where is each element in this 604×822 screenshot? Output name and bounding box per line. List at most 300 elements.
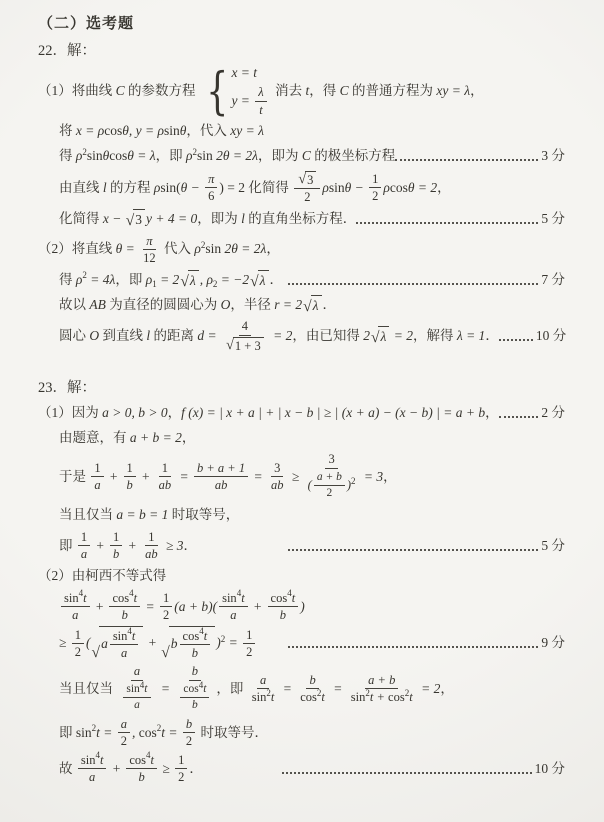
math-run: ρ (145, 271, 153, 287)
text-run: 当且仅当 (59, 507, 117, 523)
fraction-numerator (110, 530, 122, 546)
text-run: ， (181, 429, 196, 445)
math-run: x − (102, 211, 125, 227)
math-run: y = (231, 92, 254, 108)
superscript: 2 (82, 146, 87, 157)
fraction-denominator (136, 769, 148, 784)
math-run: xy = λ (230, 123, 264, 139)
superscript: 4 (139, 679, 145, 690)
math-fraction (243, 628, 255, 660)
text-run: 故以 (59, 296, 90, 312)
math-run: 2 (185, 734, 193, 749)
fraction-numerator (180, 679, 209, 698)
math-run: + (249, 598, 266, 614)
text-run: ． (322, 296, 336, 312)
fraction-numerator (131, 664, 143, 680)
math-run: ab (158, 478, 172, 493)
text-run: ， (437, 179, 451, 195)
math-run: sin (163, 123, 180, 139)
math-run: 2θ = 2λ (224, 241, 267, 257)
fraction-denominator (189, 698, 201, 712)
solution-line (38, 426, 566, 449)
score-label: 5 分 (541, 211, 565, 227)
math-run: 2 (372, 189, 379, 204)
radicand (188, 270, 199, 290)
text-run: 将 (59, 123, 76, 139)
math-run: 12 (143, 251, 156, 266)
math-run: ab (145, 547, 158, 562)
math-run: ( (307, 478, 312, 493)
fraction-denominator (78, 546, 90, 561)
math-run: + (144, 635, 161, 651)
solution-line (38, 233, 566, 267)
math-run: ab (214, 478, 228, 493)
math-run: θ (127, 148, 134, 164)
math-fraction (140, 234, 159, 266)
math-run: a (134, 698, 140, 711)
math-fraction (219, 588, 248, 623)
radical-icon: √ (125, 211, 135, 229)
radical-icon: √ (250, 272, 259, 290)
math-run: , y = ρ (128, 123, 164, 139)
math-fraction (180, 626, 211, 661)
radical-icon: √ (298, 170, 307, 187)
fraction-denominator (118, 681, 155, 713)
dots-leader (282, 772, 532, 774)
math-run: sin (86, 148, 103, 164)
fraction-numerator (61, 588, 90, 607)
solution-line (38, 590, 566, 624)
fraction-denominator (212, 477, 231, 492)
math-fraction (118, 664, 155, 713)
math-run: t (291, 590, 296, 605)
math-run: cos (388, 690, 405, 705)
math-run: 1 (161, 460, 168, 475)
math-run: cos (129, 752, 146, 767)
math-run: λ (189, 272, 196, 288)
math-fraction (205, 172, 217, 204)
radical-icon: √ (91, 643, 101, 661)
math-run: θ (122, 123, 129, 139)
math-run: = 3 (360, 468, 384, 484)
math-run: λ (380, 329, 387, 345)
text-run: 消去 (271, 82, 306, 98)
fraction-denominator (118, 733, 130, 748)
line-content (59, 270, 283, 290)
square-root (298, 171, 316, 187)
math-run: a (120, 717, 128, 732)
text-run: ，代入 (186, 123, 231, 139)
dots-leader (288, 646, 538, 648)
fraction-numerator (110, 626, 139, 645)
radicand (133, 209, 145, 229)
subscript: 1 (152, 278, 157, 289)
math-run: θ (102, 148, 110, 164)
math-run: = 2 (156, 271, 180, 287)
math-run: = (142, 598, 158, 614)
math-run: = −2 (217, 271, 250, 287)
math-run: cos (138, 724, 157, 740)
fraction-numerator (175, 753, 187, 769)
math-run: b (126, 478, 133, 493)
math-run: sin (64, 590, 79, 605)
line-content (59, 752, 203, 786)
line-content (59, 626, 257, 662)
text-run: 即 (59, 537, 76, 553)
math-fraction (348, 673, 416, 705)
solution-line (38, 145, 566, 168)
math-run: ρ (194, 241, 201, 257)
math-fraction (124, 461, 136, 493)
math-run: 1 (126, 460, 133, 475)
fraction-denominator (156, 477, 175, 492)
line-content (59, 451, 397, 502)
dots-leader (288, 283, 538, 285)
math-run: ) = 2 (219, 179, 245, 195)
math-run: 2 (246, 644, 253, 659)
fraction-denominator (183, 733, 195, 748)
text-run: ， (440, 680, 454, 696)
math-fraction (180, 679, 209, 712)
math-run: t (83, 590, 87, 605)
text-run: 化简得 (245, 179, 293, 195)
math-run: ) (216, 635, 221, 651)
math-fraction (222, 319, 268, 353)
math-fraction (118, 717, 130, 749)
math-fraction (194, 461, 248, 493)
math-run: 3 (328, 452, 335, 467)
fraction-numerator (143, 234, 155, 250)
math-run: a (101, 636, 108, 652)
math-run: b (309, 672, 316, 687)
square-root (226, 337, 264, 353)
score-label: 10 分 (534, 760, 565, 776)
fraction-denominator (142, 546, 161, 561)
math-run: 4 (241, 319, 248, 334)
math-run: ρ (153, 179, 161, 195)
fraction-denominator (301, 189, 313, 204)
text-run: ，得 (309, 82, 340, 98)
fraction-numerator (205, 172, 217, 188)
text-run: 得 (59, 148, 76, 164)
fraction-denominator (175, 769, 187, 784)
text-run: 到直线 (99, 328, 147, 344)
fraction-numerator (369, 172, 381, 188)
superscript: 2 (365, 687, 370, 698)
math-run: π (146, 233, 153, 248)
math-run: b (113, 547, 120, 562)
math-run: f (x) = | x + a | + | x − b | ≥ | (x + a) − (x − b) | = a + b (181, 404, 486, 420)
math-run: a + b = 2 (129, 429, 182, 445)
math-run: t (131, 628, 136, 643)
math-run: = (279, 680, 296, 696)
fraction-numerator (294, 171, 320, 189)
fraction-numerator (126, 750, 157, 769)
score-label: 9 分 (541, 635, 565, 651)
fraction-numerator (180, 626, 211, 645)
superscript: 2 (220, 633, 226, 644)
text-run: 即 (59, 724, 76, 740)
math-run: sin (328, 179, 345, 195)
math-run: t = (96, 724, 116, 740)
math-run: C (115, 82, 125, 98)
solution-line (38, 626, 566, 662)
math-run: ) (346, 478, 352, 493)
line-content (59, 429, 195, 447)
score-label: 2 分 (541, 404, 565, 420)
problem-22 (38, 39, 566, 354)
math-run: 1 (178, 752, 185, 767)
math-run: = 2 (390, 328, 413, 344)
math-fraction (160, 591, 172, 623)
math-fraction (297, 673, 328, 705)
math-run: a = b = 1 (116, 507, 169, 523)
math-run: a (72, 608, 79, 623)
math-run: 2 (162, 608, 170, 623)
math-run: a + b (368, 672, 396, 687)
math-run: 1 (162, 590, 170, 605)
text-run: ，解得 (412, 328, 457, 344)
radicand (311, 295, 322, 315)
superscript: 4 (78, 588, 84, 599)
math-run: 2 (74, 644, 82, 659)
math-run: a > 0, b > 0 (102, 404, 168, 420)
math-run: 3 (135, 212, 142, 228)
math-run: a (230, 608, 237, 623)
solution-line (38, 170, 566, 206)
line-content (59, 318, 499, 354)
problem-23 (38, 376, 566, 785)
math-run: + (108, 760, 125, 776)
solution-line (38, 663, 566, 714)
fraction-numerator (123, 679, 150, 698)
section-title: （二）选考题 (38, 15, 135, 32)
cases-row (231, 64, 257, 82)
math-run: AB (89, 296, 106, 312)
radicand (99, 626, 143, 662)
math-run: ≥ 3 (162, 537, 184, 553)
text-run: 由题意，有 (59, 429, 130, 445)
math-run: sin (126, 682, 140, 695)
line-content (59, 716, 268, 750)
line-content (59, 147, 395, 165)
solution-line (38, 293, 566, 316)
text-run: 由直线 (59, 179, 103, 195)
math-run: t (133, 590, 138, 605)
math-run: l (102, 179, 107, 195)
text-run: 为直径的圆圆心为 (105, 296, 221, 312)
math-run: 1 (94, 460, 101, 475)
math-run: O (89, 328, 100, 344)
square-root (92, 626, 144, 662)
radical-icon: √ (161, 643, 170, 661)
math-run: = 2 (417, 680, 441, 696)
fraction-denominator (91, 477, 103, 492)
text-run: ． (269, 271, 284, 287)
text-run: ，即为 (197, 211, 242, 227)
math-run: 2 (120, 734, 128, 749)
fraction-numerator (91, 461, 103, 477)
math-run: ) (300, 598, 305, 614)
math-run: cos (112, 590, 130, 605)
radical-icon: √ (226, 336, 234, 353)
superscript: 4 (287, 588, 292, 599)
math-run: b (170, 636, 178, 652)
text-run: ，即为 (257, 148, 302, 164)
math-run: a (94, 478, 101, 493)
math-run: sin (205, 241, 225, 257)
math-run: π (208, 171, 215, 186)
line-content (59, 295, 336, 315)
math-run: cos (300, 690, 317, 705)
fraction-denominator (160, 607, 172, 622)
fraction-denominator (323, 486, 335, 500)
text-run: 圆心 (59, 328, 90, 344)
math-run: ( (86, 635, 91, 651)
math-run: + (373, 690, 389, 705)
math-run: t (203, 682, 207, 695)
math-run: l (146, 328, 151, 344)
fraction-numerator (109, 588, 140, 607)
math-run: 1 + 3 (234, 338, 261, 353)
text-run: 化简得 (59, 211, 103, 227)
superscript: 4 (129, 588, 134, 599)
fraction-denominator (222, 336, 268, 353)
text-run: （1）将曲线 (38, 82, 116, 98)
text-run: 当且仅当 (59, 680, 117, 696)
math-run: cos (182, 628, 200, 643)
fraction-denominator (227, 607, 239, 622)
text-run: ， (266, 241, 280, 257)
fraction-denominator (277, 607, 289, 622)
math-run: b (185, 717, 193, 732)
math-fraction (72, 628, 84, 660)
math-run: sin (80, 752, 96, 767)
radicand (378, 326, 389, 346)
math-run: b (279, 608, 286, 623)
line-content (59, 209, 356, 229)
math-run: 2θ = 2λ (216, 148, 258, 164)
text-run: 的极坐标方程 (310, 148, 396, 164)
math-run: cos (109, 148, 128, 164)
fraction-denominator (369, 188, 381, 203)
solution-line (38, 565, 566, 588)
math-run: = 2 (414, 179, 438, 195)
math-run: ≥ (288, 468, 303, 484)
math-run: = 4λ (86, 271, 116, 287)
math-run: t (321, 690, 325, 705)
math-run: ρ (186, 148, 193, 164)
fraction-denominator (268, 477, 287, 492)
math-run: C (301, 148, 311, 164)
superscript: 4 (199, 626, 204, 637)
problem-22-solution (38, 61, 567, 354)
math-run: , (132, 724, 139, 740)
superscript: 4 (146, 750, 151, 761)
math-fraction (268, 588, 299, 623)
math-run: t (305, 82, 310, 98)
text-run: 时取等号， (168, 507, 240, 523)
text-run: 于是 (59, 468, 90, 484)
line-content (59, 170, 451, 206)
math-run: θ − (344, 179, 368, 195)
superscript: 2 (351, 475, 356, 486)
score-label: 10 分 (535, 328, 567, 344)
fraction-denominator (205, 188, 217, 203)
math-fraction (110, 626, 139, 661)
line-content (38, 61, 484, 120)
math-fraction (91, 461, 103, 493)
text-run: （2）由柯西不等式得 (38, 568, 167, 584)
fraction-numerator (268, 588, 299, 607)
text-run: ． (183, 537, 198, 553)
text-run: ，即 (155, 148, 186, 164)
fraction-denominator (243, 644, 255, 659)
fraction-numerator (239, 319, 251, 335)
dots-leader (395, 159, 538, 161)
square-root (161, 626, 215, 662)
math-run: + (124, 537, 141, 553)
math-run: b + a + 1 (197, 460, 246, 475)
fraction-numerator (118, 717, 130, 733)
line-content (59, 529, 197, 563)
text-run: 的参数方程 (124, 82, 199, 98)
math-run: , ρ (199, 271, 213, 287)
dots-leader (288, 549, 538, 551)
dots-leader (356, 222, 538, 224)
math-run: b (191, 664, 199, 679)
fraction-denominator (110, 546, 122, 561)
math-run: t (99, 752, 104, 767)
text-run: 得 (59, 271, 76, 287)
math-fraction (369, 172, 381, 204)
math-run: t (409, 690, 413, 705)
fraction-numerator (325, 452, 337, 468)
fraction-denominator (131, 698, 143, 712)
math-run: 2 (326, 486, 333, 499)
text-run: ， (485, 404, 499, 420)
text-run: ， (470, 82, 484, 98)
solution-line (38, 208, 566, 231)
math-run: 1 (246, 627, 253, 642)
math-run: sin (222, 590, 237, 605)
math-run: 1 (74, 627, 82, 642)
math-run: a (89, 770, 96, 785)
superscript: 4 (95, 750, 100, 761)
math-run: t (369, 690, 374, 705)
text-run: ． (189, 760, 203, 776)
math-run: t (144, 682, 148, 695)
line-content (59, 122, 264, 140)
math-fraction (249, 673, 278, 705)
text-run: ，半径 (230, 296, 275, 312)
text-run: （2）将直线 (38, 241, 116, 257)
text-run: （1）因为 (38, 404, 103, 420)
fraction-denominator (348, 689, 416, 704)
math-run: ρ (383, 179, 390, 195)
text-run: ， (383, 468, 397, 484)
math-run: b (191, 645, 198, 660)
math-run: = (329, 680, 346, 696)
math-fraction (110, 530, 122, 562)
score-label: 7 分 (541, 271, 565, 287)
fraction-denominator (249, 689, 278, 704)
fraction-denominator (297, 689, 328, 704)
fraction-denominator (86, 769, 98, 784)
fraction-numerator (183, 717, 195, 733)
fraction-numerator (78, 750, 107, 769)
radical-icon: √ (370, 328, 380, 346)
